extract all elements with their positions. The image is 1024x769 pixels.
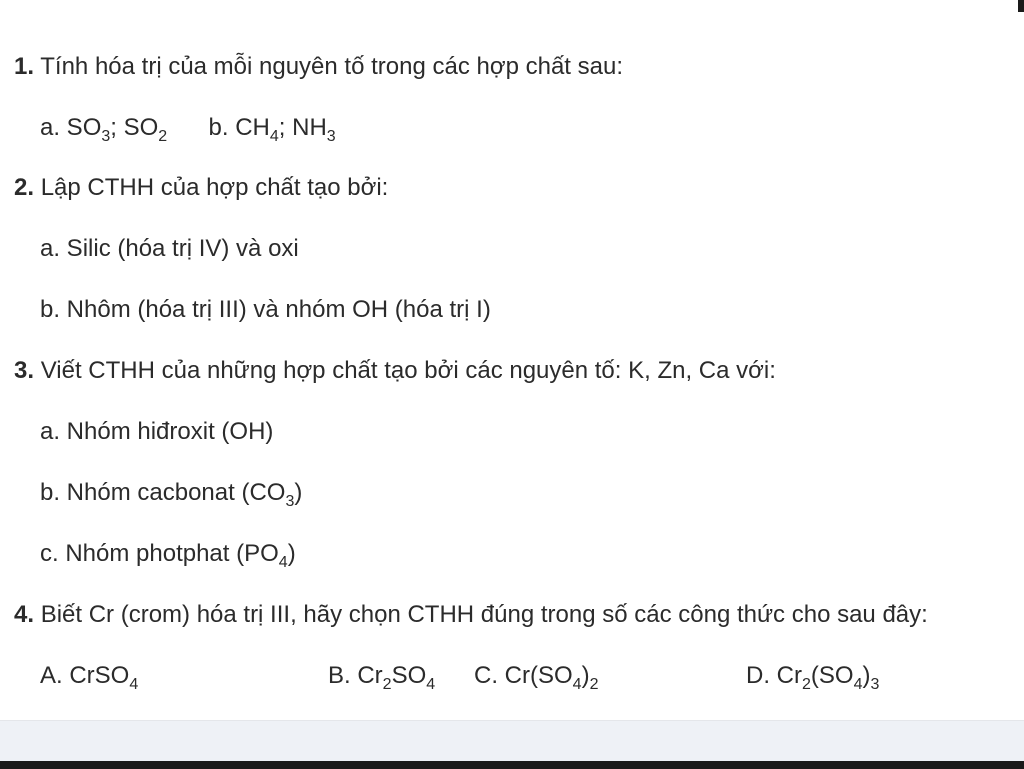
choice-d: D. $Cr_2(SO_4)_3$ [746, 662, 880, 693]
question-1-answers [40, 113, 336, 143]
question-text: Tính hóa trị của mỗi nguyên tố trong các hợp chất sau: [40, 53, 623, 80]
question-text: Viết CTHH của những hợp chất tạo bởi các nguyên tố: K, Zn, Ca với: [40, 357, 776, 384]
question-4 [14, 600, 928, 630]
question-number: 1. [14, 53, 35, 80]
question-text: Biết Cr (crom) hóa trị III, hãy chọn CTHH đúng trong số các công thức cho sau đây: [40, 601, 928, 628]
option-a: a. $SO_3$; $SO_2$ [40, 114, 168, 145]
choice-a: A. CrSO$_4$ [40, 662, 139, 693]
screen-bottom-edge [0, 761, 1024, 769]
question-number: 4. [14, 601, 35, 628]
option-c: c. Nhóm photphat $(PO_4)$ [40, 540, 296, 571]
option-a: a. Silic (hóa trị IV) và oxi [40, 235, 299, 262]
choice-b: B. $Cr_2SO_4$ [328, 662, 436, 693]
corner-mark [1018, 0, 1024, 12]
question-text: Lập CTHH của hợp chất tạo bởi: [40, 174, 389, 201]
option-b: b. $CH_4$; $NH_3$ [208, 114, 336, 145]
question-3 [14, 356, 776, 386]
option-a: a. Nhóm hiđroxit (OH) [40, 418, 274, 445]
choice-c: C. $Cr(SO_4)_2$ [474, 662, 599, 693]
question-number: 2. [14, 174, 35, 201]
option-b: b. Nhóm cacbonat $(CO_3)$ [40, 479, 303, 510]
question-1 [14, 52, 623, 82]
question-2 [14, 173, 388, 203]
question-number: 3. [14, 357, 35, 384]
footer-band [0, 721, 1024, 761]
option-b: b. Nhôm (hóa trị III) và nhóm OH (hóa trị I) [40, 296, 491, 323]
